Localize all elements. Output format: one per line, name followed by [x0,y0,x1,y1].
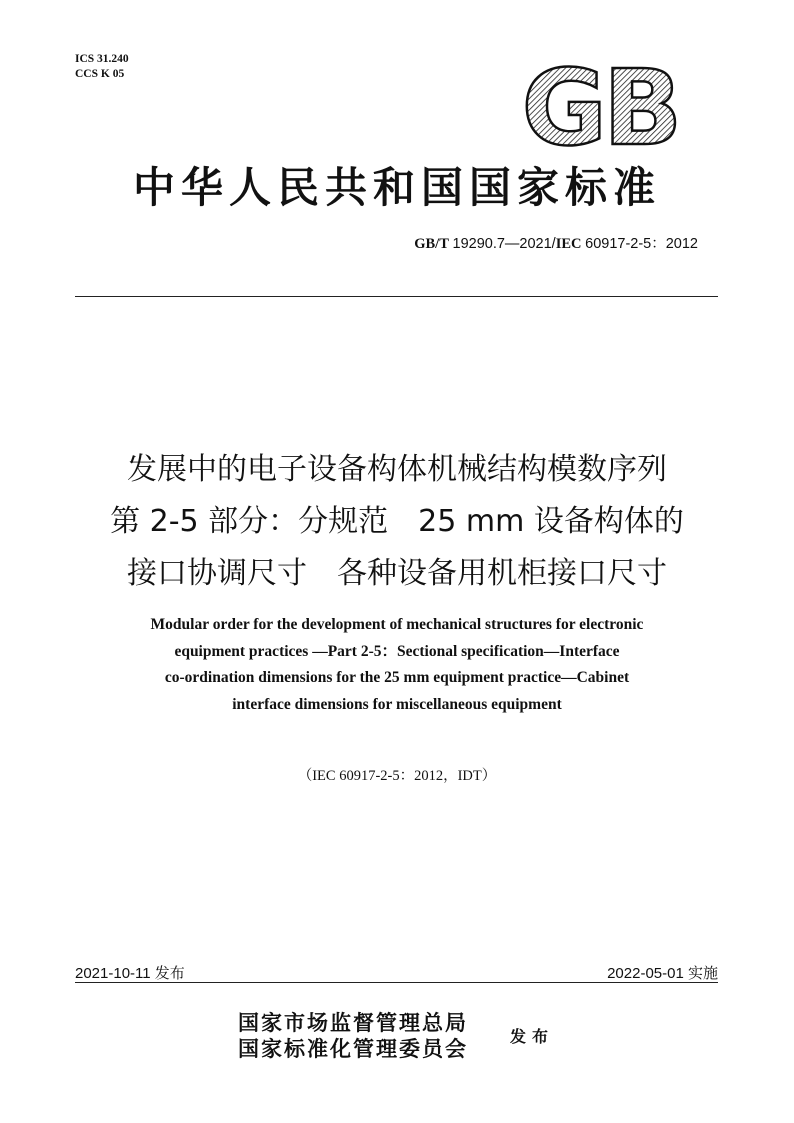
standard-number-iec: 60917-2-5：2012 [585,236,698,252]
equivalence-note: （IEC 60917-2-5：2012，IDT） [297,768,497,784]
implementation-date: 2022-05-01 实施 [607,965,718,982]
chinese-title [40,444,754,600]
english-title-line-3: co-ordination dimensions for the 25 mm equipment practice—Cabinet [164,669,630,686]
issuer-sac: 国家标准化管理委员会 [238,1036,468,1061]
classification-codes [75,52,129,82]
standard-number [414,232,698,253]
issuer-samr: 国家市场监督管理总局 [238,1010,468,1035]
standard-number-main: 19290.7—2021/ [452,236,556,252]
ics-code: ICS 31.240 [75,53,129,65]
issuing-authorities [238,1010,468,1062]
english-title-line-2: equipment practices —Part 2-5：Sectional specification—Interface [174,642,620,660]
chinese-title-line-2: 第 2-5 部分：分规范 25 mm 设备构体的 [110,504,684,539]
english-title-line-1: Modular order for the development of mechanical structures for electronic [150,616,644,633]
footer-divider [75,982,718,983]
ccs-code: CCS K 05 [75,68,125,80]
english-title-line-4: interface dimensions for miscellaneous equipment [232,695,562,713]
gb-logo [520,62,680,154]
chinese-title-line-3: 接口协调尺寸 各种设备用机柜接口尺寸 [127,556,667,591]
release-date: 2021-10-11 发布 [75,965,185,982]
english-title [60,612,734,718]
standard-number-iec-prefix: IEC [555,236,582,252]
standard-type-title: 中华人民共和国国家标准 [132,163,661,212]
standard-number-prefix: GB/T [414,236,449,252]
issue-label: 发布 [510,1027,555,1046]
chinese-title-line-1: 发展中的电子设备构体机械结构模数序列 [127,452,667,487]
header-divider [75,296,718,297]
gb-logo-text: GB [521,62,679,154]
